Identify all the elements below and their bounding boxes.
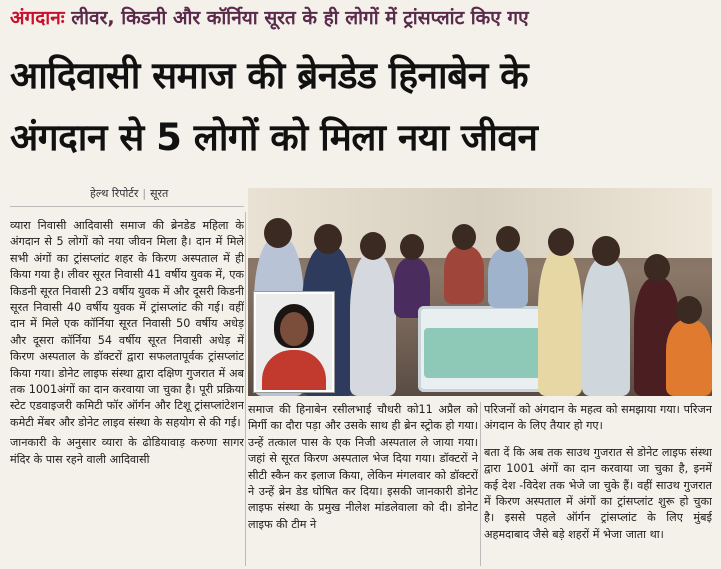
photo-figure xyxy=(488,248,528,308)
article-paragraph: व्यारा निवासी आदिवासी समाज की ब्रेनडेड महिला के अंगदान से 5 लोगों को नया जीवन मिला है। दान में मिले सभी अंगों का ट्रांसप्लांट शहर के किरण अस्पताल में ही किया गया है। लीवर सूरत निवासी 41 वर्षीय युवक में, एक किडनी सूरत निवासी 23 वर्षीय युवक में और दूसरी किडनी सूरत निवासी 40 वर्षीय युवक में ट्रांसप्लांट की गई। वहीं दान में मिले एक कॉर्निया सूरत निवासी 50 वर्षीय अधेड़ और दूसरा कॉर्निया 54 वर्षीय सूरत निवासी अधेड़ में किरण अस्पताल के डॉक्टरों द्वारा सफलतापूर्वक ट्रांसप्लांट किया गया। डोनेट लाइफ संस्था द्वारा दक्षिण गुजरात में अब तक 1001अंगों का दान करवाया जा चुका है। पूरी प्रक्रिया स्टेट एडवाइजरी कमिटी फॉर ऑर्गन और टिशू ट्रांसप्लांटेशन कमेटी मेंबर और डोनेट लाइव संस्था के सहयोग से की गई। xyxy=(10,219,244,429)
byline-desk: हेल्थ रिपोर्टर xyxy=(90,187,139,200)
photo-head xyxy=(360,232,386,260)
photo-head xyxy=(400,234,424,260)
article-paragraph: समाज की हिनाबेन रसीलभाई चौधरी को11 अप्रैल को मिर्गी का दौरा पड़ा और उसके साथ ही ब्रेन स्ट्रोक हो गया। उन्हें तत्काल पास के एक निजी अस्पताल ले जाया गया। जहां से सूरत किरण अस्पताल भेज दिया गया। डॉक्टरों ने सीटी स्कैन कर इलाज किया, लेकिन मंगलवार को डॉक्टरों ने उन्हें ब्रेन डेड घोषित कर दिया। इसकी जानकारी डोनेट लाइफ संस्था के प्रमुख नीलेश मांडलेवाला को दी। डोनेट लाइफ की टीम ने xyxy=(248,403,478,531)
byline xyxy=(90,186,168,201)
photo-head xyxy=(676,296,702,324)
photo-figure xyxy=(666,320,712,396)
kicker-tag: अंगदानः xyxy=(10,7,65,29)
bed-sheet xyxy=(424,328,544,378)
byline-divider xyxy=(10,206,244,207)
photo-head xyxy=(496,226,520,252)
photo-head xyxy=(548,228,574,256)
article-column-1 xyxy=(10,218,244,568)
portrait-face xyxy=(280,312,308,346)
donor-portrait-inset xyxy=(254,292,334,392)
headline-line-2: अंगदान से 5 लोगों को मिला नया जीवन xyxy=(10,116,538,159)
photo-head xyxy=(452,224,476,250)
photo-head xyxy=(314,224,342,254)
column-divider xyxy=(245,212,246,566)
photo-figure xyxy=(444,246,484,304)
photo-head xyxy=(592,236,620,266)
photo-figure xyxy=(350,254,396,396)
article-column-3 xyxy=(484,402,712,568)
photo-head xyxy=(264,218,292,248)
column-divider xyxy=(480,402,481,566)
article-paragraph: जानकारी के अनुसार व्यारा के ढोडियावाड़ करुणा सागर मंदिर के पास रहने वाली आदिवासी xyxy=(10,436,244,466)
article-paragraph: परिजनों को अंगदान के महत्व को समझाया गया। परिजन अंगदान के लिए तैयार हो गए। xyxy=(484,403,712,433)
kicker-text: लीवर, किडनी और कॉर्निया सूरत के ही लोगों में ट्रांसप्लांट किए गए xyxy=(71,7,529,29)
headline-line-1: आदिवासी समाज की ब्रेनडेड हिनाबेन के xyxy=(10,54,529,97)
photo-head xyxy=(644,254,670,282)
photo-figure xyxy=(538,250,582,396)
byline-separator: | xyxy=(142,187,147,200)
byline-city: सूरत xyxy=(150,187,169,200)
article-column-2 xyxy=(248,402,478,568)
kicker-line xyxy=(10,4,714,32)
article-paragraph: बता दें कि अब तक साउथ गुजरात से डोनेट लाइफ संस्था द्वारा 1001 अंगों का दान करवाया जा चुका है, इनमें कई देश -विदेश तक भेजे जा चुके हैं। वहीं साउथ गुजरात में किरण अस्पताल में अंगों का ट्रांसप्लांट शुरू हो चुका है। इससे पहले ऑर्गन ट्रांसप्लांट के लिए मुंबई अहमदाबाद जैसे बड़े शहरों में भेजा जाता था। xyxy=(484,445,712,541)
photo-figure xyxy=(582,258,630,396)
